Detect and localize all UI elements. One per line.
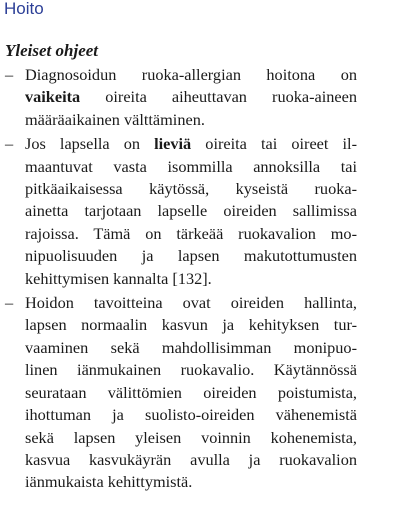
guideline-list [5,64,357,496]
body-text: lapsen normaalin kasvun ja kehityksen tur- [25,315,357,335]
body-text: Jos lapsella on [25,134,155,154]
subsection-heading: Yleiset ohjeet [5,41,99,60]
body-text: oireita tai oireet il- [191,134,357,154]
text-line [25,471,357,493]
body-text: iänmukaista kehittymistä. [25,472,193,492]
body-text: Hoidon tavoitteina ovat oireiden hallinta, [25,293,357,313]
body-text: linen iänmukainen ruokavalio. Käytännössä [25,360,357,380]
emphasis-text: vaikeita [25,87,81,107]
text-line [25,359,357,381]
body-text: kasvua kasvukäyrän avulla ja ruokavalion [25,449,357,469]
text-line [25,292,357,314]
body-text: kehittymisen kannalta [132]. [25,268,212,288]
body-text: rajoissa. Tämä on tärkeää ruokavalion mo- [25,223,357,243]
text-line [25,382,357,404]
body-text: sekä lapsen yleisen voinnin kohenemista, [25,427,357,447]
body-text: ihottuman ja suolisto-oireiden vähenemistä [25,405,357,425]
section-heading: Hoito [4,0,44,18]
text-line [25,156,357,178]
guideline-item [5,292,357,494]
body-text: maantuvat vasta isommilla annoksilla tai [25,156,357,176]
body-text: seurataan välittömien oireiden poistumista, [25,382,357,402]
text-line [25,178,357,200]
text-line [25,268,357,290]
text-line [25,337,357,359]
bullet-dash: – [5,65,14,84]
text-line [25,404,357,426]
body-text: vaaminen sekä mahdollisimman monipuo- [25,337,357,357]
text-line [25,245,357,267]
text-line [25,133,357,155]
guideline-item [5,64,357,131]
body-text: ainetta tarjotaan lapselle oireiden sallimissa [25,201,357,221]
guideline-item [5,133,357,290]
text-line [25,109,357,131]
text-line [25,200,357,222]
body-text: oireita aiheuttavan ruoka-aineen [80,87,357,107]
emphasis-text: lieviä [154,134,192,154]
body-text: pitkäaikaisessa käytössä, kyseistä ruoka- [25,179,357,199]
text-line [25,427,357,449]
text-line [25,223,357,245]
text-line [25,449,357,471]
body-text: nipuolisuuden ja lapsen makutottumusten [25,246,357,266]
text-line [25,64,357,86]
text-line [25,86,357,108]
body-text: määräaikainen välttäminen. [25,109,205,129]
bullet-dash: – [5,134,14,154]
body-text: Diagnosoidun ruoka-allergian hoitona on [25,65,357,84]
bullet-dash: – [5,293,14,313]
text-line [25,314,357,336]
